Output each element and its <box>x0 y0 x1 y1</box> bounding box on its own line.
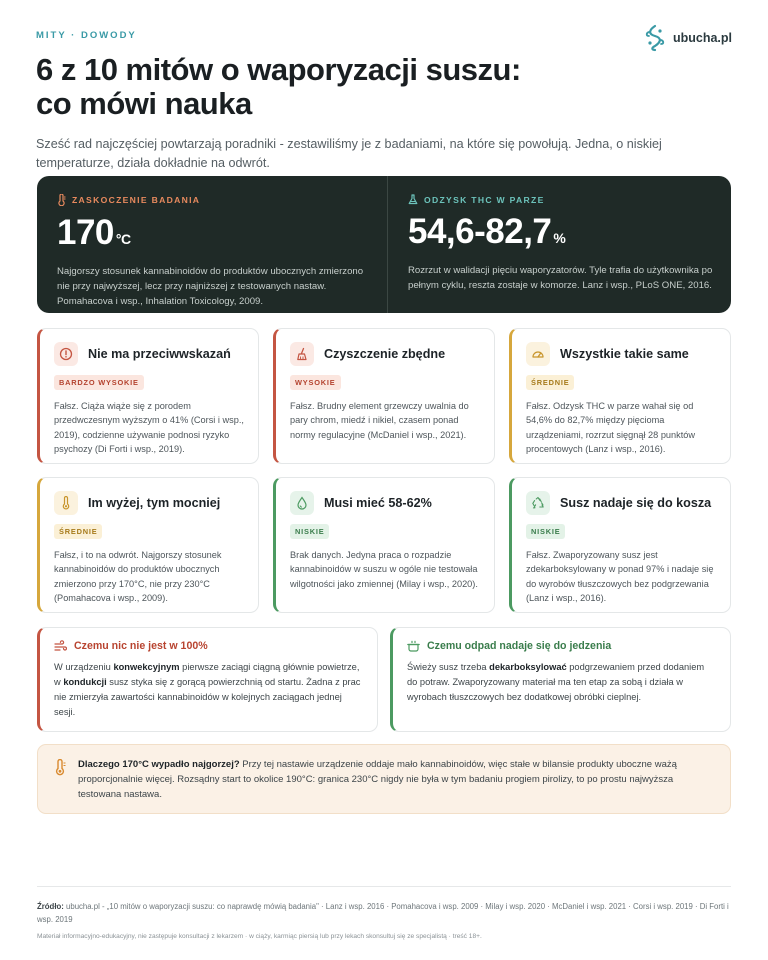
note-edible-waste <box>390 627 731 732</box>
thermometer-icon <box>53 759 67 776</box>
card-text: Fałsz. Ciąża wiąże się z porodem przedwczesnym wyższym o 41% (Corsi i wsp., 2019), codzienne używanie podnosi ryzyko psychozy (Di Forti i wsp., 2019). <box>54 401 244 454</box>
hero-value-right-unit: % <box>553 230 566 246</box>
card-text: Fałsz. Odzysk THC w parze wahał się od 54,6% do 82,7% między pięcioma urządzeniami, rozrzut sięgnął 28 punktów procentowych (Lanz i wsp., 2016). <box>526 401 696 454</box>
card-head <box>526 491 716 515</box>
recycle-icon <box>526 491 550 515</box>
evidence-badge: NISKIE <box>526 524 565 539</box>
card-text: Fałsz, i to na odwrót. Najgorszy stosunek kannabinoidów do produktów ubocznych zmierzono przy 170°C, nie przy 230°C (Pomahacova i wsp., 2009). <box>54 550 222 603</box>
card-text: Fałsz. Brudny element grzewczy uwalnia do pary chrom, miedź i nikiel, czasem ponad normy regulacyjne (McDaniel i wsp., 2021). <box>290 401 469 440</box>
note-text-part: Świeży susz trzeba <box>407 662 490 672</box>
myth-card-higher-stronger <box>37 477 259 613</box>
myth-card-no-contraindications <box>37 328 259 464</box>
eyebrow: MITY · DOWODY <box>36 30 137 41</box>
evidence-badge: WYSOKIE <box>290 375 341 390</box>
hero-desc-left: Najgorszy stosunek kannabinoidów do produktów ubocznych zmierzono nie przy najwyższej, lecz przy najniższej z testowanych nastaw. Pomahacova i wsp., Inhalation Toxicology, 2009. <box>57 266 364 307</box>
pot-icon <box>407 640 420 652</box>
why-text <box>78 757 714 802</box>
card-title: Susz nadaje się do kosza <box>560 496 712 510</box>
hero-label-right <box>408 194 718 205</box>
hero-label-left <box>57 194 367 206</box>
hero-value-left-unit: °C <box>115 231 131 247</box>
flask-icon <box>408 194 418 205</box>
hero-value-left-number: 170 <box>57 213 114 252</box>
hero-label-right-text: ODZYSK THC W PARZE <box>424 194 545 205</box>
source-label: Źródło: <box>37 902 64 911</box>
card-title: Czyszczenie zbędne <box>324 347 446 361</box>
note-head <box>407 640 716 652</box>
alert-circle-icon <box>54 342 78 366</box>
note-text-part: susz styka się z gorącą powierzchnią od startu. Żadna z prac nie zmierzyła zawartości kannabinoidów w kolejnych zaciągach jednej sesji. <box>54 677 361 717</box>
evidence-badge: ŚREDNIE <box>526 375 574 390</box>
note-text-bold: dekarboksylować <box>489 662 567 672</box>
note-text-bold: kondukcji <box>63 677 107 687</box>
hero-value-left <box>57 214 367 258</box>
card-head <box>54 342 244 366</box>
why-question: Dlaczego 170°C wypadło najgorzej? <box>78 759 240 770</box>
myth-card-cleaning <box>273 328 495 464</box>
brush-icon <box>290 342 314 366</box>
evidence-badge: ŚREDNIE <box>54 524 102 539</box>
why-answer: Przy tej nastawie urządzenie oddaje mało kannabinoidów, więc stałe w bilansie produkty uboczne ważą proporcjonalnie więcej. Rozsądny start to okolice 190°C: granica 230°C nigdy nie była w tym badaniu progiem pirolizy, to po prostu najwyższa testowana nastawa. <box>78 759 677 800</box>
card-head <box>290 342 480 366</box>
card-title: Nie ma przeciwwskazań <box>88 347 231 361</box>
gauge-icon <box>526 342 550 366</box>
hero-desc-right: Rozrzut w walidacji pięciu waporyzatorów. Tyle trafia do użytkownika po pełnym cyklu, reszta zostaje w komorze. Lanz i wsp., PLoS ONE, 2016. <box>408 265 713 291</box>
hero-label-left-text: ZASKOCZENIE BADANIA <box>72 195 201 205</box>
hero-panel <box>37 176 731 313</box>
source-line <box>37 901 731 926</box>
hero-stat-thc-recovery <box>387 176 738 313</box>
hero-stat-temperature <box>37 176 387 313</box>
hero-value-right <box>408 213 718 257</box>
droplet-icon <box>290 491 314 515</box>
source-text: ubucha.pl - „10 mitów o waporyzacji suszu: co naprawdę mówią badania" · Lanz i wsp. 2016 · Pomahacova i wsp. 2009 · Milay i wsp. 2020 · McDaniel i wsp. 2021 · Corsi i wsp. 2019 · Di Forti i wsp. 2019 <box>37 902 729 924</box>
page-title <box>36 53 732 121</box>
note-head <box>54 640 363 652</box>
lead-paragraph: Sześć rad najczęściej powtarzają poradniki - zestawiliśmy je z badaniami, na które się powołują. Jedna, o niskiej temperaturze, działa dokładnie na odwrót. <box>36 137 662 170</box>
logo-icon <box>643 24 667 52</box>
thermometer-icon <box>57 194 66 206</box>
title-line-1: 6 z 10 mitów o waporyzacji suszu: <box>36 52 521 87</box>
card-title: Wszystkie takie same <box>560 347 689 361</box>
note-title: Czemu odpad nadaje się do jedzenia <box>427 640 612 652</box>
myth-card-humidity <box>273 477 495 613</box>
evidence-badge: BARDZO WYSOKIE <box>54 375 144 390</box>
card-title: Im wyżej, tym mocniej <box>88 496 221 510</box>
thermometer-icon <box>54 491 78 515</box>
note-text-part: pierwsze zaciągi ciągną głównie powietrze, w <box>54 662 360 687</box>
card-text: Brak danych. Jedyna praca o rozpadzie kannabinoidów w suszu w ogóle nie testowała wilgotności jako zmiennej (Milay i wsp., 2020). <box>290 550 478 589</box>
disclaimer: Materiał informacyjno-edukacyjny, nie zastępuje konsultacji z lekarzem · w ciąży, karmiąc piersią lub przy lekach skonsultuj się ze specjalistą · treść 18+. <box>37 933 482 940</box>
note-text-bold: konwekcyjnym <box>113 662 180 672</box>
logo[interactable] <box>643 24 732 52</box>
header <box>36 30 732 173</box>
myth-card-trash <box>509 477 731 613</box>
hero-value-right-number: 54,6-82,7 <box>408 212 552 251</box>
wind-icon <box>54 640 67 652</box>
note-not-100-percent <box>37 627 378 732</box>
card-head <box>290 491 480 515</box>
evidence-badge: NISKIE <box>290 524 329 539</box>
card-head <box>526 342 716 366</box>
why-170-callout <box>37 744 731 814</box>
myth-card-all-same <box>509 328 731 464</box>
footer <box>37 886 731 940</box>
card-head <box>54 491 244 515</box>
title-line-2: co mówi nauka <box>36 86 252 121</box>
note-text-part: W urządzeniu <box>54 662 114 672</box>
card-text: Fałsz. Zwaporyzowany susz jest zdekarboksylowany w ponad 97% i nadaje się do wyrobów tłuszczowych bez podgrzewania (Lanz i wsp., 2016). <box>526 550 714 603</box>
card-title: Musi mieć 58-62% <box>324 496 432 510</box>
note-text <box>407 660 716 705</box>
logo-text: ubucha.pl <box>672 31 732 45</box>
note-text-part: podgrzewaniem przed dodaniem do potraw. Zwaporyzowany materiał ma ten etap za sobą i działa w wyrobach tłuszczowych bez dodatkowej obróbki cieplnej. <box>407 662 705 702</box>
note-title: Czemu nic nie jest w 100% <box>74 640 208 652</box>
note-text <box>54 660 363 720</box>
